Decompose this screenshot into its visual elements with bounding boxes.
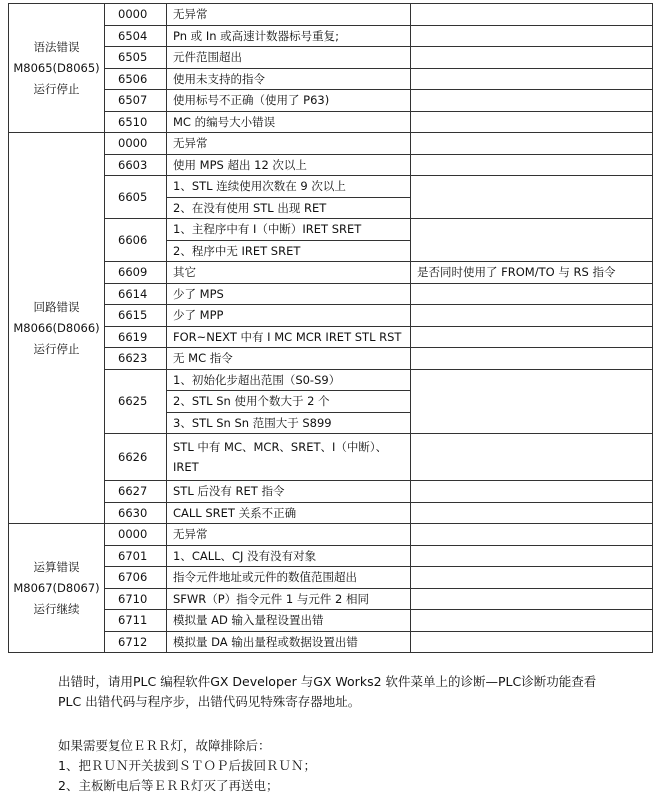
table-row [9,176,653,198]
table-row [9,369,653,391]
error-description-cell: CALL SRET 关系不正确 [167,502,411,524]
table-row [9,545,653,567]
error-description-cell: FOR~NEXT 中有 I MC MCR IRET STL RST [167,326,411,348]
error-note-cell [411,610,653,632]
error-code-cell: 0000 [105,133,167,155]
error-note-cell [411,567,653,589]
error-code-cell: 6510 [105,111,167,133]
error-code-cell: 6505 [105,47,167,69]
error-code-cell: 6603 [105,154,167,176]
error-code-cell: 6623 [105,348,167,370]
error-note-cell [411,4,653,26]
group-label-line: M8065(D8065) [13,60,100,75]
error-description-cell: 少了 MPP [167,305,411,327]
table-row [9,25,653,47]
error-note-cell [411,47,653,69]
group-label-line: 运行停止 [33,341,80,356]
table-row [9,610,653,632]
error-code-cell: 6626 [105,434,167,481]
error-note-cell [411,545,653,567]
group-label-line: 运算错误 [33,559,80,574]
error-description-cell: 使用未支持的指令 [167,68,411,90]
note-line-2: PLC 出错代码与程序步，出错代码见特殊寄存器地址。 [58,694,361,709]
note-line-4: 1、把ＲＵＮ开关拔到ＳＴＯＰ后拔回ＲＵＮ； [58,758,316,773]
note-line-1: 出错时，请用PLC 编程软件GX Developer 与GX Works2 软件菜单上的诊断—PLC诊断功能查看 [58,674,597,689]
error-code-cell: 6712 [105,631,167,653]
error-code-cell: 6504 [105,25,167,47]
error-note-cell [411,481,653,503]
table-row [9,631,653,653]
error-group-label [9,4,105,133]
table-row [9,588,653,610]
error-description-cell: 使用 MPS 超出 12 次以上 [167,154,411,176]
table-row [9,434,653,481]
error-code-cell: 6630 [105,502,167,524]
error-note-cell [411,588,653,610]
error-description-cell: 模拟量 AD 输入量程设置出错 [167,610,411,632]
error-description-cell: MC 的编号大小错误 [167,111,411,133]
error-description-cell: 使用标号不正确（使用了 P63) [167,90,411,112]
table-row [9,219,653,241]
table-row [9,68,653,90]
error-description-cell: 1、主程序中有 I（中断）IRET SRET [167,219,411,241]
error-code-cell: 0000 [105,4,167,26]
error-note-cell [411,434,653,481]
table-row [9,283,653,305]
error-note-cell [411,631,653,653]
table-row [9,481,653,503]
group-label-line: M8067(D8067) [13,580,100,595]
error-code-cell: 6711 [105,610,167,632]
error-code-cell: 6606 [105,219,167,262]
error-code-cell: 6625 [105,369,167,434]
error-description-cell: 3、STL Sn Sn 范围大于 S899 [167,412,411,434]
table-row [9,262,653,284]
error-note-cell [411,524,653,546]
table-row [9,154,653,176]
table-row [9,567,653,589]
error-note-cell [411,502,653,524]
table-row [9,111,653,133]
group-label-line: M8066(D8066) [13,320,100,335]
error-code-cell: 6506 [105,68,167,90]
error-code-cell: 6627 [105,481,167,503]
error-note-cell [411,305,653,327]
error-code-cell: 6614 [105,283,167,305]
table-row [9,305,653,327]
error-code-cell: 6619 [105,326,167,348]
error-note-cell [411,68,653,90]
error-description-cell: 无 MC 指令 [167,348,411,370]
group-label-line: 运行继续 [33,601,80,616]
notes-section [58,672,648,796]
table-row [9,133,653,155]
error-code-cell: 6605 [105,176,167,219]
group-label-line: 回路错误 [33,299,80,314]
error-description-cell: STL 中有 MC、MCR、SRET、I（中断）、IRET [167,434,411,481]
error-code-cell: 6706 [105,567,167,589]
table-row [9,90,653,112]
error-description-cell: 2、STL Sn 使用个数大于 2 个 [167,391,411,413]
group-label-line: 语法错误 [33,39,80,54]
error-note-cell [411,111,653,133]
error-group-label [9,133,105,524]
table-row [9,348,653,370]
error-description-cell: 无异常 [167,133,411,155]
table-row [9,326,653,348]
error-code-cell: 6507 [105,90,167,112]
error-note-cell [411,176,653,219]
error-note-cell [411,133,653,155]
error-description-cell: 2、程序中无 IRET SRET [167,240,411,262]
error-code-cell: 6710 [105,588,167,610]
error-note-cell [411,283,653,305]
error-note-cell [411,154,653,176]
table-row [9,47,653,69]
error-code-table [8,3,653,653]
error-description-cell: STL 后没有 RET 指令 [167,481,411,503]
error-description-cell: Pn 或 In 或高速计数器标号重复; [167,25,411,47]
error-note-cell [411,326,653,348]
error-description-cell: 1、STL 连续使用次数在 9 次以上 [167,176,411,198]
error-description-cell: SFWR（P）指令元件 1 与元件 2 相同 [167,588,411,610]
error-description-cell: 无异常 [167,524,411,546]
error-note-cell [411,219,653,262]
note-line-3: 如果需要复位ＥＲＲ灯，故障排除后： [58,738,271,753]
table-row [9,524,653,546]
note-line-5: 2、主板断电后等ＥＲＲ灯灭了再送电； [58,778,279,793]
error-description-cell: 2、在没有使用 STL 出现 RET [167,197,411,219]
error-note-cell [411,25,653,47]
error-note-cell [411,90,653,112]
error-code-cell: 6701 [105,545,167,567]
table-row [9,502,653,524]
error-code-cell: 6615 [105,305,167,327]
error-note-cell: 是否同时使用了 FROM/TO 与 RS 指令 [411,262,653,284]
error-code-cell: 6609 [105,262,167,284]
table-row [9,4,653,26]
error-description-cell: 模拟量 DA 输出量程或数据设置出错 [167,631,411,653]
error-note-cell [411,369,653,434]
error-description-cell: 少了 MPS [167,283,411,305]
error-note-cell [411,348,653,370]
error-description-cell: 指令元件地址或元件的数值范围超出 [167,567,411,589]
error-description-cell: 其它 [167,262,411,284]
error-description-cell: 1、CALL、CJ 没有没有对象 [167,545,411,567]
error-group-label [9,524,105,653]
error-description-cell: 1、初始化步超出范围（S0-S9） [167,369,411,391]
error-description-cell: 无异常 [167,4,411,26]
error-code-cell: 0000 [105,524,167,546]
error-description-cell: 元件范围超出 [167,47,411,69]
group-label-line: 运行停止 [33,81,80,96]
